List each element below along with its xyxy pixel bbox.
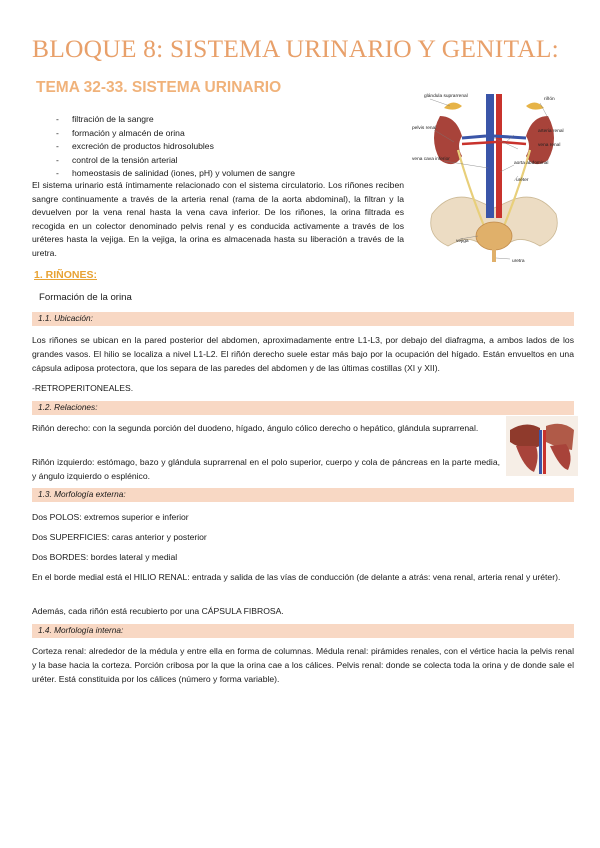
label-renal-artery: arteria renal bbox=[538, 129, 564, 134]
label-kidney: riñón bbox=[544, 97, 555, 102]
adrenal-gland-shape bbox=[526, 102, 544, 109]
paragraph-fibrous-capsule: Además, cada riñón está recubierto por una CÁPSULA FIBROSA. bbox=[32, 606, 284, 616]
label-inferior-vena-cava: vena cava inferior bbox=[412, 157, 450, 162]
section-subtitle: Formación de la orina bbox=[39, 292, 132, 303]
label-renal-pelvis: pelvis renal bbox=[412, 126, 437, 131]
paragraph-retroperitoneal: -RETROPERITONEALES. bbox=[32, 383, 134, 393]
vena-cava-shape bbox=[486, 94, 494, 218]
bladder-shape bbox=[476, 222, 512, 250]
urinary-system-illustration bbox=[410, 86, 578, 266]
subheading-bar bbox=[32, 624, 574, 638]
label-renal-vein: vena renal bbox=[538, 143, 561, 148]
subheading-internal-morphology: 1.4. Morfología interna: bbox=[38, 625, 124, 635]
paragraph-right-kidney: Riñón derecho: con la segunda porción del duodeno, hígado, ángulo cólico derecho o hepático, glándula suprarrenal. bbox=[32, 423, 479, 433]
list-item: - homeostasis de salinidad (iones, pH) y volumen de sangre bbox=[56, 167, 295, 181]
topic-title: TEMA 32-33. SISTEMA URINARIO bbox=[36, 79, 282, 96]
label-adrenal-gland: glándula suprarrenal bbox=[424, 94, 468, 99]
functions-list bbox=[56, 113, 295, 181]
subheading-bar bbox=[32, 401, 574, 415]
paragraph-left-kidney: Riñón izquierdo: estómago, bazo y glándula suprarrenal en el polo superior, cuerpo y cola de páncreas en la parte media, y ángulo izquierdo o esplénico. bbox=[32, 457, 500, 481]
aorta-shape bbox=[496, 94, 502, 218]
paragraph-borders: Dos BORDES: bordes lateral y medial bbox=[32, 552, 178, 562]
subheading-relations: 1.2. Relaciones: bbox=[38, 402, 98, 412]
label-abdominal-aorta: aorta abdominal bbox=[514, 161, 549, 166]
page-title: BLOQUE 8: SISTEMA URINARIO Y GENITAL: bbox=[32, 34, 559, 63]
subheading-bar bbox=[32, 312, 574, 326]
subheading-external-morphology: 1.3. Morfología externa: bbox=[38, 489, 126, 499]
list-item: - control de la tensión arterial bbox=[56, 154, 295, 168]
subheading-location: 1.1. Ubicación: bbox=[38, 313, 93, 323]
label-bladder: vejiga bbox=[456, 239, 469, 244]
intro-paragraph: El sistema urinario está íntimamente relacionado con el sistema circulatorio. Los riñones reciben sangre continuamente a través de la arteria renal (rama de la aorta abdominal), la filtran y la devuelven por la vena renal hasta la vena cava inferior. De los riñones, la orina filtrada es recogida en un colector denominado pelvis renal y es conducida activamente a través de los uréteres hasta la vejiga. En la vejiga, la orina es almacenada hasta su liberación a través de la uretra. bbox=[32, 180, 404, 258]
label-urethra: uretra bbox=[512, 259, 525, 264]
paragraph-renal-hilum: En el borde medial está el HILIO RENAL: entrada y salida de las vías de conducción (de delante a atrás: vena renal, arteria renal y uréter). bbox=[32, 572, 561, 582]
adrenal-gland-shape bbox=[444, 102, 462, 109]
label-ureter: uréter bbox=[516, 178, 529, 183]
paragraph-location: Los riñones se ubican en la pared posterior del abdomen, aproximadamente entre L1-L3, por debajo del diafragma, a ambos lados de los grandes vasos. El hilio se localiza a nivel L1-L2. El riñón derecho suele estar más bajo por la ocupación del hígado. Están envueltos en una cápsula adiposa protectora, que los separa de las paredes del abdomen y de las últimas costillas (XI y XII). bbox=[32, 335, 574, 373]
list-item: - filtración de la sangre bbox=[56, 113, 295, 127]
urethra-shape bbox=[492, 248, 496, 262]
list-item: - excreción de productos hidrosolubles bbox=[56, 140, 295, 154]
paragraph-surfaces: Dos SUPERFICIES: caras anterior y posterior bbox=[32, 532, 207, 542]
section-heading-kidneys: 1. RIÑONES: bbox=[34, 269, 98, 281]
left-kidney-shape bbox=[526, 116, 554, 164]
list-item: - formación y almacén de orina bbox=[56, 127, 295, 141]
subheading-bar bbox=[32, 488, 574, 502]
paragraph-poles: Dos POLOS: extremos superior e inferior bbox=[32, 512, 189, 522]
paragraph-internal-morphology: Corteza renal: alrededor de la médula y entre ella en forma de columnas. Médula renal: pirámides renales, con el vértice hacia la pelvis renal y la base hacia la corteza. Porción cribosa por la que la orina cae a los cálices. Pelvis renal: donde se colecta toda la orina y de donde sale el uréter. Está constituida por los cálices (número y forma variable). bbox=[32, 646, 574, 684]
kidney-relations-illustration bbox=[506, 416, 578, 476]
